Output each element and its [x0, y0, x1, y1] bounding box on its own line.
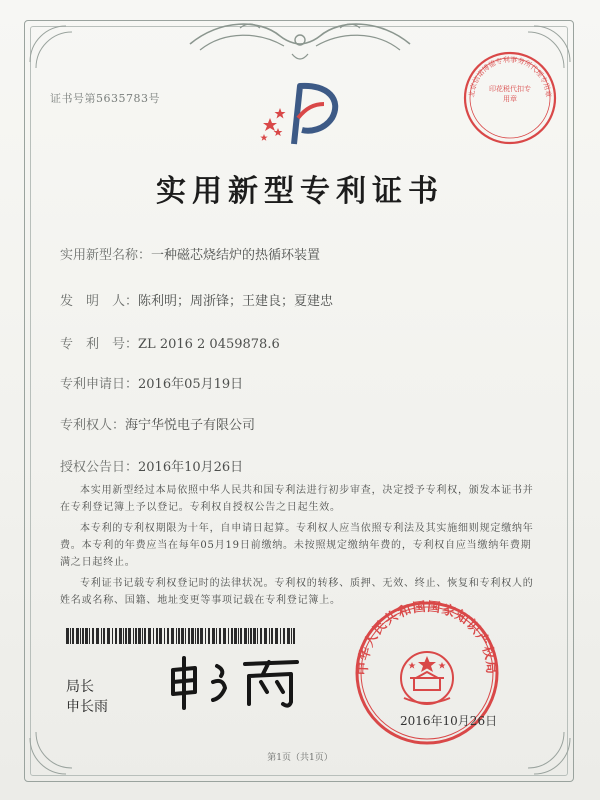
barcode-bar: [138, 628, 141, 644]
barcode-bar: [76, 628, 79, 644]
filing-date-row: [60, 373, 243, 392]
barcode-bar: [103, 628, 105, 644]
grant-date-row: [60, 456, 243, 475]
patent-number-label: 专 利 号：: [60, 337, 139, 352]
barcode-bar: [115, 628, 117, 644]
barcode-bar: [89, 628, 90, 644]
barcode-bar: [85, 628, 88, 644]
barcode-bar: [92, 628, 94, 644]
barcode-bar: [153, 628, 154, 644]
barcode-bar: [238, 628, 239, 644]
inventor-value: 陈利明；周浙锋；王建良；夏建忠: [138, 294, 334, 309]
barcode-bar: [293, 628, 295, 644]
barcode-bar: [253, 628, 256, 644]
body-paragraph-2: 本专利的专利权期限为十年，自申请日起算。专利权人应当依照专利法及其实施细则规定缴纳年费。本专利的年费应当在每年05月19日前缴纳。未按照规定缴纳年费的，专利权自应当缴纳年费期满之日起终止。: [60, 523, 534, 568]
barcode-bar: [128, 628, 131, 644]
inventor-label: 发 明 人：: [60, 294, 139, 309]
barcode-bar: [80, 628, 81, 644]
certificate-body: [60, 482, 538, 613]
barcode-bar: [283, 628, 285, 644]
barcode-bar: [101, 628, 102, 644]
barcode-bar: [142, 628, 143, 644]
barcode-bar: [181, 628, 184, 644]
barcode-bar: [133, 628, 134, 644]
corner-ornament-tl: [26, 22, 86, 82]
barcode-bar: [260, 628, 262, 644]
barcode-bar: [219, 628, 221, 644]
inventor-row: [60, 290, 333, 309]
patentee-row: [60, 414, 255, 433]
barcode-bar: [167, 628, 169, 644]
sipo-logo: [250, 78, 350, 150]
grant-date-value: 2016年10月26日: [138, 460, 244, 475]
utility-model-name-row: [60, 244, 320, 263]
barcode-bar: [72, 628, 74, 644]
barcode-bar: [191, 628, 194, 644]
barcode-bar: [70, 628, 71, 644]
corner-ornament-bl: [26, 718, 86, 778]
barcode-bar: [123, 628, 124, 644]
body-paragraph-3: 专利证书记载专利权登记时的法律状况。专利权的转移、质押、无效、终止、恢复和专利权人的姓名或名称、国籍、地址变更等事项记载在专利登记簿上。: [60, 578, 534, 606]
barcode-bar: [164, 628, 165, 644]
barcode-bar: [185, 628, 186, 644]
barcode: [66, 628, 298, 644]
barcode-bar: [195, 628, 196, 644]
seal-date: 2016年10月26日: [400, 714, 498, 728]
director-title-label: 局长: [66, 679, 94, 695]
patent-number-row: [60, 333, 280, 352]
national-emblem: [401, 652, 453, 704]
agency-seal-center-text: 印花税代扣专用章: [489, 85, 531, 103]
barcode-bar: [240, 628, 242, 644]
certificate-title: 实用新型专利证书: [156, 174, 444, 209]
barcode-bar: [125, 628, 127, 644]
corner-ornament-br: [514, 718, 574, 778]
barcode-bar: [223, 628, 226, 644]
barcode-bar: [234, 628, 237, 644]
patentee-value: 海宁华悦电子有限公司: [125, 418, 256, 433]
barcode-bar: [228, 628, 229, 644]
utility-model-name-value: 一种磁芯烧结炉的热循环装置: [151, 248, 321, 263]
barcode-bar: [248, 628, 249, 644]
agency-seal: [460, 48, 560, 148]
barcode-bar: [291, 628, 292, 644]
barcode-bar: [205, 628, 206, 644]
barcode-bar: [82, 628, 84, 644]
barcode-bar: [178, 628, 180, 644]
barcode-bar: [287, 628, 290, 644]
barcode-bar: [197, 628, 199, 644]
filing-date-value: 2016年05月19日: [138, 377, 244, 392]
barcode-bar: [107, 628, 110, 644]
barcode-bar: [112, 628, 113, 644]
barcode-bar: [264, 628, 267, 644]
director-name-label: 申长雨: [66, 699, 108, 715]
official-seal-arc-text: 中华人民共和国国家知识产权局: [355, 599, 499, 676]
barcode-bar: [96, 628, 99, 644]
agency-seal-arc-text: 北京信诺博德专利事务所代理专用章: [467, 55, 553, 98]
barcode-bar: [257, 628, 258, 644]
certificate-number: 证书号第5635783号: [50, 92, 160, 105]
grant-date-label: 授权公告日：: [60, 460, 139, 475]
barcode-bar: [159, 628, 162, 644]
body-paragraph-1: 本实用新型经过本局依照中华人民共和国专利法进行初步审查，决定授予专利权，颁发本证书并在专利登记簿上予以登记。专利权自授权公告之日起生效。: [60, 485, 534, 513]
barcode-bar: [208, 628, 210, 644]
barcode-bar: [231, 628, 233, 644]
patentee-label: 专利权人：: [60, 418, 126, 433]
barcode-bar: [269, 628, 270, 644]
barcode-bar: [119, 628, 122, 644]
barcode-bar: [250, 628, 252, 644]
barcode-bar: [148, 628, 151, 644]
barcode-bar: [188, 628, 190, 644]
barcode-bar: [244, 628, 247, 644]
barcode-bar: [212, 628, 215, 644]
filing-date-label: 专利申请日：: [60, 377, 139, 392]
utility-model-name-label: 实用新型名称：: [60, 248, 152, 263]
director-signature: [165, 648, 305, 712]
top-ornament: [180, 14, 420, 70]
barcode-bar: [275, 628, 278, 644]
page-number: 第1页（共1页）: [267, 753, 333, 763]
barcode-bar: [280, 628, 281, 644]
barcode-bar: [66, 628, 69, 644]
barcode-bar: [156, 628, 158, 644]
barcode-bar: [171, 628, 174, 644]
barcode-bar: [176, 628, 177, 644]
barcode-bar: [200, 628, 203, 644]
barcode-bar: [216, 628, 217, 644]
barcode-bar: [135, 628, 137, 644]
barcode-bar: [144, 628, 146, 644]
patent-number-value: ZL 2016 2 0459878.6: [138, 337, 280, 352]
barcode-bar: [271, 628, 273, 644]
